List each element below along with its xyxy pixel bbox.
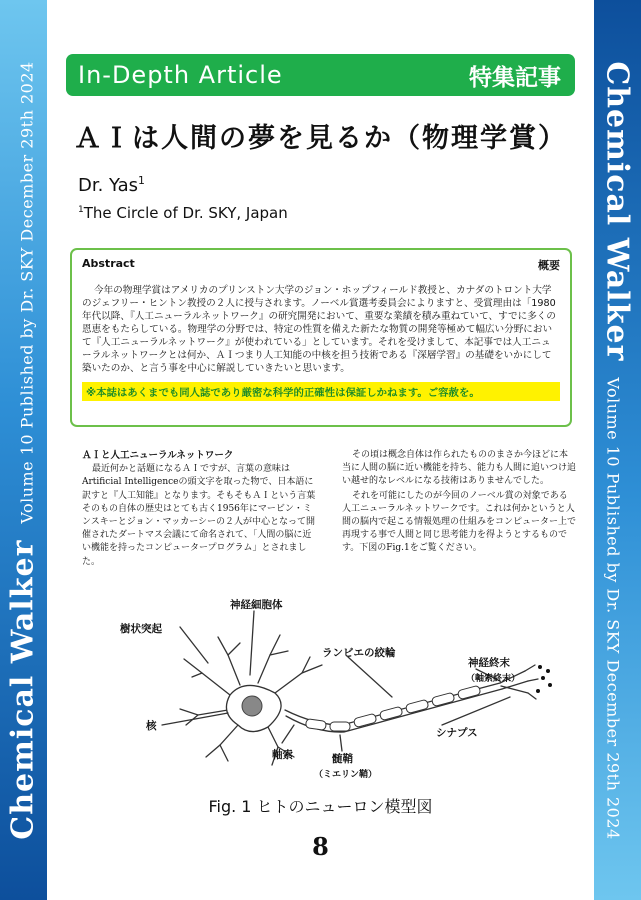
label-nucleus: 核 [146, 720, 157, 732]
section-label-en: In-Depth Article [78, 61, 283, 89]
right-side-band [594, 0, 641, 900]
section-header-bar [66, 54, 575, 96]
magazine-subtitle-right: Volume 10 Published by Dr. SKY December 29th 2024 [604, 376, 623, 840]
label-myelin-sub: （ミエリン鞘） [314, 770, 378, 780]
abstract-body: 今年の物理学賞はアメリカのプリンストン大学のジョン・ホップフィールド教授と、カナダのトロント大学のジェフリー・ヒントン教授の２人に授与されます。ノーベル賞選考委員会によりますと、受賞理由は「1980年代以降、『人工ニューラルネットワーク』の研究開発において、重要な業績を積み重ねていて、すでに多くの恩恵をもたらしている。物理学の分野では、特定の性質を備えた新たな物質の開発等極めて幅広い分野において『人工ニューラルネットワーク』が使われている」としています。それを受けまして、本記事では人工ニューラルネットワークとは何か、ＡＩつまり人工知能の中核を担う技術である『深層学習』の基礎をいかにして築いたのか、と言う事を中心に解説していきたいと思います。 [82, 285, 556, 374]
magazine-title-left: Chemical Walker [6, 539, 41, 840]
affiliation-text: The Circle of Dr. SKY, Japan [83, 204, 288, 222]
label-myelin: 髄鞘 [332, 753, 353, 765]
author-superscript: 1 [137, 174, 145, 187]
body-paragraph: それを可能にしたのが今回のノーベル賞の対象である人工ニューラルネットワークです。これは何かというと人間の脳内で起こる情報処理の仕組みをコンピューター上で再現する事で人間と同じ思考能力を得ようとするものです。下図のFig.1をご覧ください。 [342, 490, 577, 554]
abstract-box [70, 248, 572, 427]
figure-caption: Fig. 1 ヒトのニューロン模型図 [208, 797, 433, 816]
section-heading: ＡＩと人工ニューラルネットワーク [82, 450, 234, 461]
article-author [78, 174, 145, 196]
magazine-subtitle-left: Volume 10 Published by Dr. SKY December 29th 2024 [18, 60, 37, 524]
section-label-jp: 特集記事 [469, 64, 561, 91]
author-name: Dr. Yas [78, 175, 138, 196]
label-soma: 神経細胞体 [230, 599, 283, 611]
body-column-left [82, 449, 316, 569]
label-dendrite: 樹状突起 [120, 623, 162, 635]
article-affiliation [78, 204, 288, 222]
abstract-label-en: Abstract [82, 257, 135, 270]
label-nerve-terminal-sub: （軸索終末） [466, 674, 521, 684]
label-nerve-terminal: 神経終末 [468, 657, 510, 669]
page-number: 8 [312, 832, 329, 861]
label-synapse: シナプス [436, 727, 478, 739]
neuron-illustration [80, 585, 570, 790]
body-column-right [342, 449, 576, 556]
abstract-header [82, 257, 560, 273]
body-paragraph: 最近何かと話題になるＡＩですが、言葉の意味はArtificial Intelligenceの頭文字を取った物で、日本語に訳すと『人工知能』となります。そもそもＡＩという言葉そのもの自体の歴史はとても古く1956年にマービン・ミンスキーとジョン・マッカーシーの２人が中心となって開催されたダートマス会議にて命名されて、「人間の脳に近い機能を持ったコンピュータープログラム」とされました。 [82, 464, 316, 567]
left-side-band [0, 0, 47, 900]
affiliation-superscript: 1 [78, 205, 84, 215]
label-axon: 軸索 [272, 749, 293, 761]
article-title: ＡＩは人間の夢を見るか（物理学賞） [74, 123, 567, 154]
disclaimer-note: ※本誌はあくまでも同人誌であり厳密な科学的正確性は保証しかねます。ご容赦を。 [82, 382, 560, 401]
label-ranvier: ランビエの絞輪 [322, 647, 396, 659]
abstract-label-jp: 概要 [538, 259, 560, 272]
body-paragraph: その頃は概念自体は作られたもののまさか今ほどに本当に人間の脳に近い機能を持ち、能力も人間に追いつけ追い越せ的なレベルになる技術はありませんでした。 [342, 450, 577, 487]
magazine-title-right: Chemical Walker [600, 60, 635, 361]
neuron-figure [80, 585, 570, 790]
